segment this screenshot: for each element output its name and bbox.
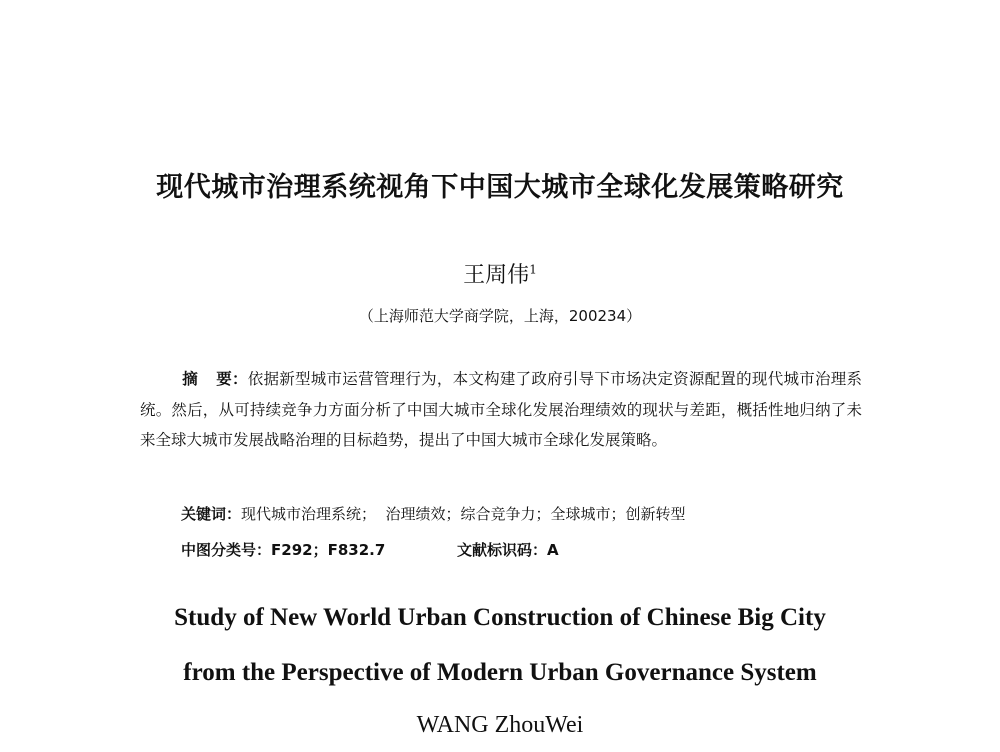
doc-label: 文献标识码： xyxy=(457,541,548,559)
paper-title-en-line2: from the Perspective of Modern Urban Governance System xyxy=(183,659,817,686)
author-name: 王周伟 xyxy=(463,263,530,288)
paper-title-zh: 现代城市治理系统视角下中国大城市全球化发展策略研究 xyxy=(156,172,844,203)
abstract-label: 摘 要： xyxy=(182,370,248,388)
abstract xyxy=(140,364,862,456)
author-footnote-marker: 1 xyxy=(529,262,537,277)
classification xyxy=(181,539,781,560)
author-name-en: WANG ZhouWei xyxy=(416,712,584,738)
keywords xyxy=(181,503,686,524)
abstract-text: 依据新型城市运营管理行为，本文构建了政府引导下市场决定资源配置的现代城市治理系统。然后，从可持续竞争力方面分析了中国大城市全球化发展治理绩效的现状与差距，概括性地归纳了未来全球大城市发展战略治理的目标趋势，提出了中国大城市全球化发展策略。 xyxy=(140,370,862,449)
author-name-zh xyxy=(0,258,1000,289)
doc-value: A xyxy=(547,541,559,559)
paper-title-en-line1: Study of New World Urban Construction of Chinese Big City xyxy=(174,604,826,631)
keywords-text: 现代城市治理系统； 治理绩效；综合竞争力；全球城市；创新转型 xyxy=(241,505,686,523)
document-code xyxy=(457,539,559,560)
keywords-label: 关键词： xyxy=(181,505,242,523)
author-affiliation: （上海师范大学商学院，上海，200234） xyxy=(358,307,642,325)
class-label: 中图分类号： xyxy=(181,541,272,559)
class-value: F292；F832.7 xyxy=(271,541,386,559)
